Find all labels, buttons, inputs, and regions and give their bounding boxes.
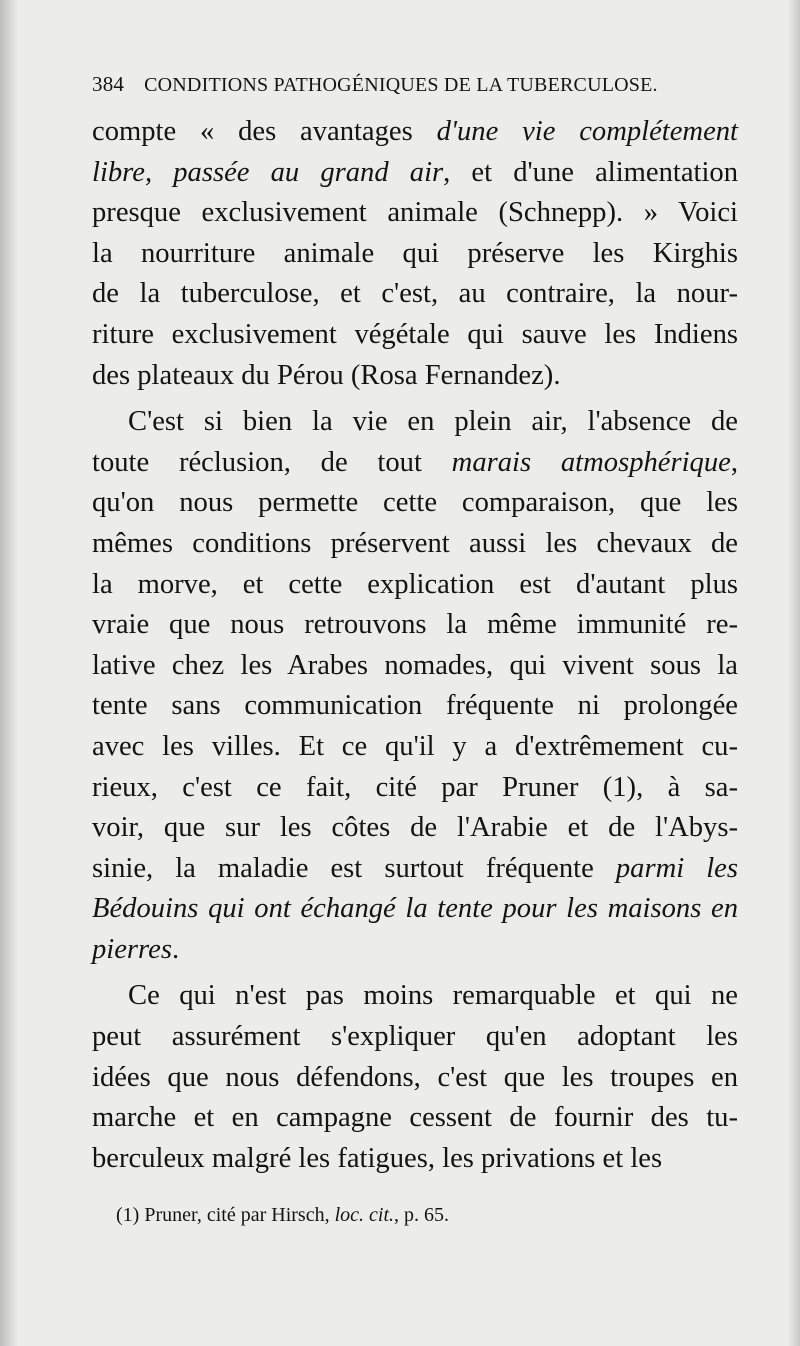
text-line (92, 1139, 738, 1180)
text-run: la nourriture animale qui préserve les Kirghis (92, 237, 738, 269)
text-line (92, 112, 738, 153)
italic-run: libre, passée au grand air (92, 156, 444, 188)
text-line (92, 234, 738, 275)
text-run: C'est si bien la vie en plein air, l'absence de (128, 406, 738, 438)
text-line (92, 686, 738, 727)
text-line (92, 808, 738, 849)
text-run: de la tuberculose, et c'est, au contraire, la nour- (92, 278, 738, 310)
text-line (92, 1098, 738, 1139)
text-run: riture exclusivement végétale qui sauve les Indiens (92, 318, 738, 350)
text-line (92, 646, 738, 687)
text-run: idées que nous défendons, c'est que les troupes en (92, 1061, 738, 1093)
text-line (92, 443, 738, 484)
footnote-text: Pruner, cité par Hirsch, (144, 1204, 335, 1226)
text-line (92, 193, 738, 234)
text-run: lative chez les Arabes nomades, qui vivent sous la (92, 649, 738, 681)
text-run: qu'on nous permette cette comparaison, que les (92, 487, 738, 519)
text-line (92, 274, 738, 315)
running-title: CONDITIONS PATHOGÉNIQUES DE LA TUBERCULOSE. (144, 74, 658, 96)
paragraph (92, 402, 738, 970)
text-run: berculeux malgré les fatigues, les privations et les (92, 1142, 663, 1174)
text-run: voir, que sur les côtes de l'Arabie et de l'Abys- (92, 812, 738, 844)
text-line (92, 1058, 738, 1099)
text-line (92, 483, 738, 524)
text-line (92, 727, 738, 768)
text-line (92, 889, 738, 930)
footnote (116, 1204, 449, 1227)
text-run: des plateaux du Pérou (Rosa Fernandez). (92, 359, 561, 391)
italic-run: pierres (92, 933, 172, 965)
text-line (92, 1017, 738, 1058)
text-run: presque exclusivement animale (Schnepp). » Voici (92, 197, 738, 229)
italic-run: Bédouins qui ont échangé la tente pour les maisons en (92, 893, 738, 925)
footnote-italic: loc. cit. (334, 1204, 395, 1226)
text-line (92, 524, 738, 565)
text-line (92, 605, 738, 646)
text-run: mêmes conditions préservent aussi les chevaux de (92, 527, 738, 559)
text-run: marche et en campagne cessent de fournir des tu- (92, 1102, 738, 1134)
italic-run: d'une vie complétement (436, 116, 738, 147)
text-run: toute réclusion, de tout (92, 446, 452, 478)
italic-run: parmi les (615, 852, 738, 884)
text-line (92, 402, 738, 443)
text-run: la morve, et cette explication est d'autant plus (92, 568, 738, 600)
text-line (92, 768, 738, 809)
text-line (92, 153, 738, 194)
text-run: avec les villes. Et ce qu'il y a d'extrêmement cu- (92, 730, 738, 762)
text-run: rieux, c'est ce fait, cité par Pruner (1), à sa- (92, 771, 738, 803)
page-number: 384 (92, 72, 125, 96)
body-text (92, 112, 738, 1179)
footnote-tail: , p. 65. (394, 1204, 450, 1226)
text-run: , et d'une alimentation (443, 156, 738, 188)
paragraph (92, 112, 738, 396)
text-line (92, 976, 738, 1017)
text-line (92, 356, 738, 397)
text-run: sinie, la maladie est surtout fréquente (92, 852, 616, 884)
running-head (92, 72, 672, 97)
text-run: . (171, 933, 180, 965)
text-run: vraie que nous retrouvons la même immunité re- (92, 609, 738, 641)
text-line (92, 565, 738, 606)
text-run: compte « des avantages (92, 116, 437, 147)
paragraph (92, 976, 738, 1179)
text-run: tente sans communication fréquente ni prolongée (92, 690, 738, 722)
footnote-marker: (1) (116, 1204, 140, 1226)
text-line (92, 315, 738, 356)
text-run: Ce qui n'est pas moins remarquable et qui ne (128, 980, 738, 1012)
text-run: peut assurément s'expliquer qu'en adoptant les (92, 1021, 738, 1053)
text-run: , (730, 446, 738, 478)
text-line (92, 849, 738, 890)
italic-run: marais atmosphérique (451, 446, 731, 478)
text-line (92, 930, 738, 971)
